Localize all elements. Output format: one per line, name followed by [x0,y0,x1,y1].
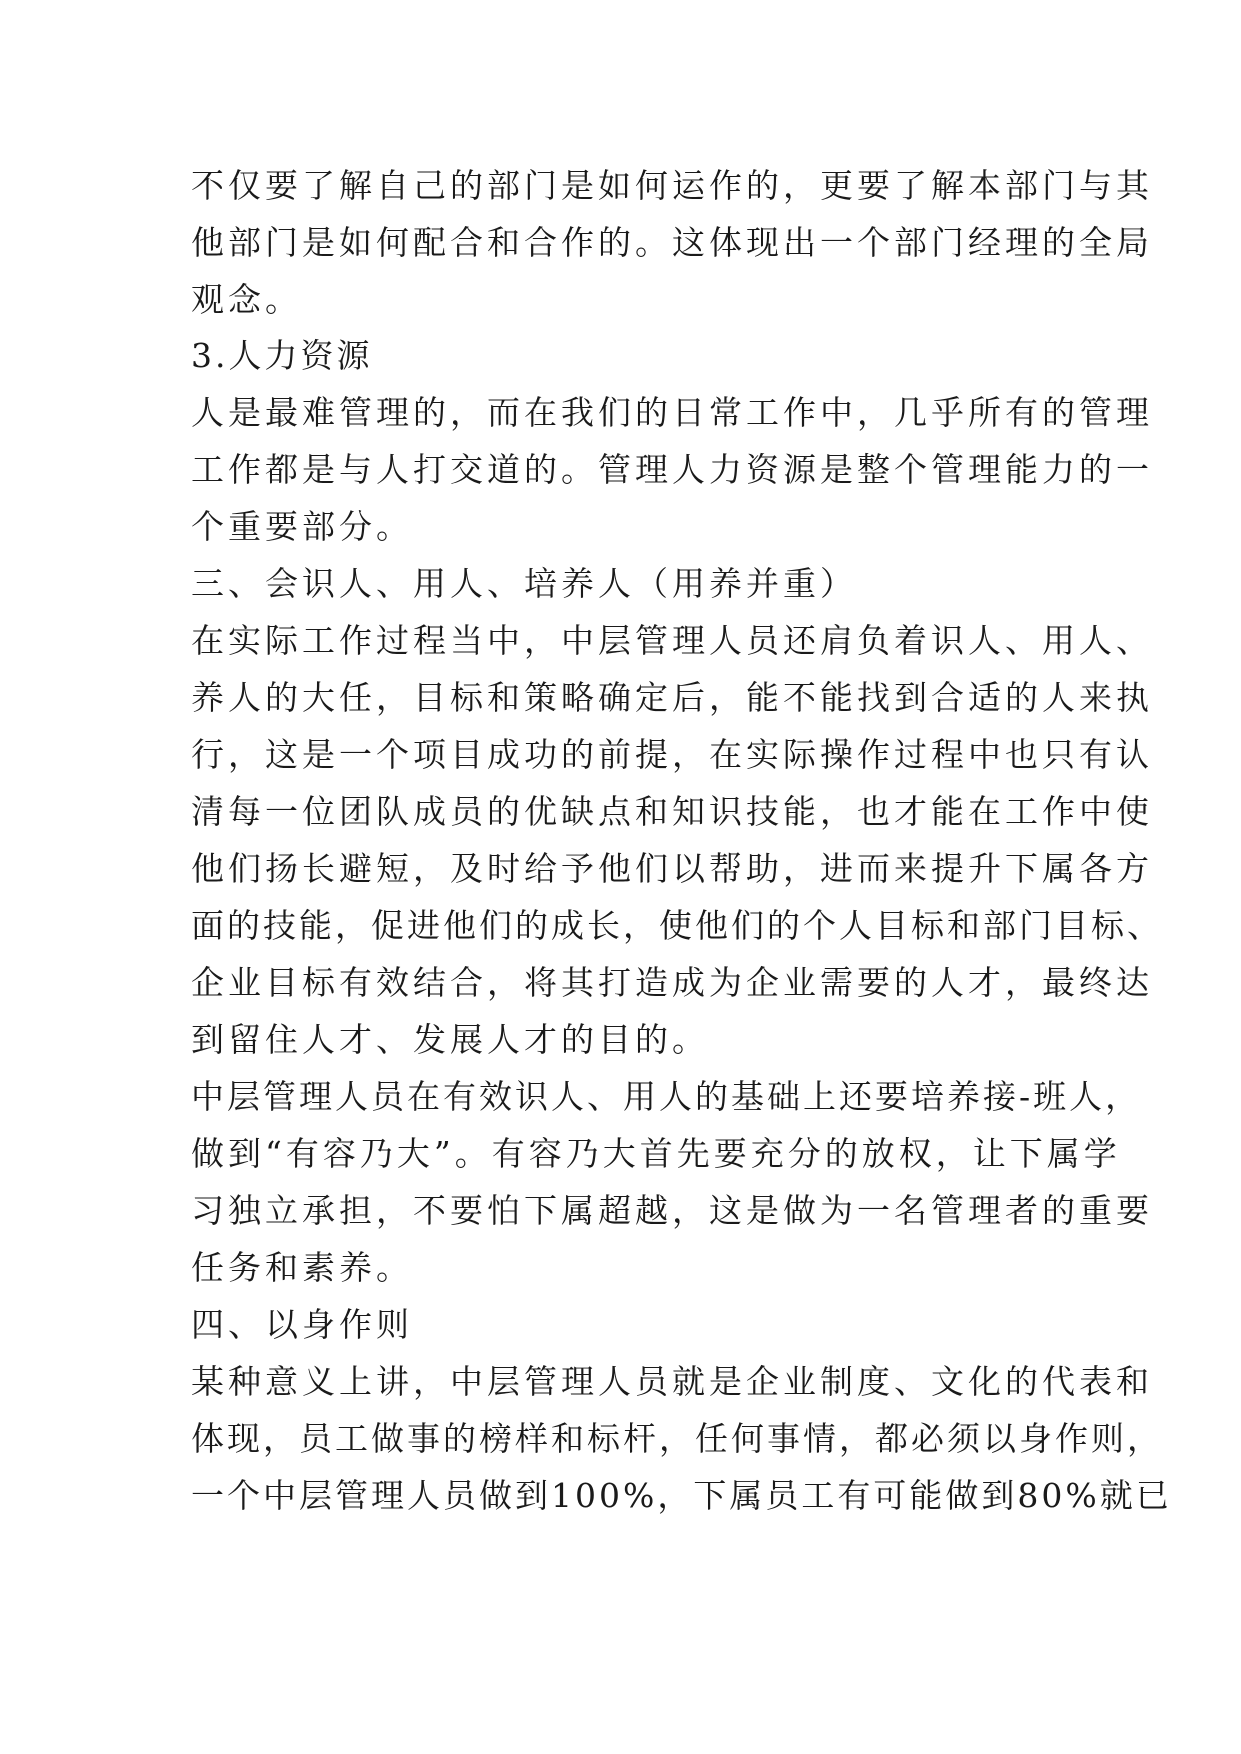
paragraph-line: 任务和素养。 [191,1248,413,1287]
paragraph-line: 在实际工作过程当中，中层管理人员还肩负着识人、用人、 [191,621,1153,660]
paragraph-line: 到留住人才、发展人才的目的。 [191,1020,709,1059]
paragraph-line: 工作都是与人打交道的。管理人力资源是整个管理能力的一 [191,450,1153,489]
paragraph-line: 体现，员工做事的榜样和标杆，任何事情，都必须以身作则， [191,1419,1163,1458]
paragraph-line: 不仅要了解自己的部门是如何运作的，更要了解本部门与其 [191,166,1153,205]
paragraph-line: 做到“有容乃大”。有容乃大首先要充分的放权，让下属学 [191,1134,1121,1173]
paragraph-line: 某种意义上讲，中层管理人员就是企业制度、文化的代表和 [191,1362,1153,1401]
paragraph-line: 清每一位团队成员的优缺点和知识技能，也才能在工作中使 [191,792,1153,831]
paragraph-line: 中层管理人员在有效识人、用人的基础上还要培养接-班人， [191,1077,1142,1116]
paragraph-line: 他们扬长避短，及时给予他们以帮助，进而来提升下属各方 [191,849,1153,888]
paragraph-line: 一个中层管理人员做到100%，下属员工有可能做到80%就已 [191,1476,1172,1515]
paragraph-line: 人是最难管理的，而在我们的日常工作中，几乎所有的管理 [191,393,1153,432]
section-heading: 四、以身作则 [191,1305,413,1344]
paragraph-line: 他部门是如何配合和合作的。这体现出一个部门经理的全局 [191,223,1153,262]
paragraph-line: 习独立承担，不要怕下属超越，这是做为一名管理者的重要 [191,1191,1153,1230]
paragraph-line: 养人的大任，目标和策略确定后，能不能找到合适的人来执 [191,678,1153,717]
paragraph-line: 个重要部分。 [191,507,413,546]
section-heading: 三、会识人、用人、培养人（用养并重） [191,564,857,603]
paragraph-line: 面的技能，促进他们的成长，使他们的个人目标和部门目标、 [191,906,1163,945]
paragraph-line: 行，这是一个项目成功的前提，在实际操作过程中也只有认 [191,735,1153,774]
paragraph-line: 企业目标有效结合，将其打造成为企业需要的人才，最终达 [191,963,1153,1002]
section-heading: 3.人力资源 [191,336,373,375]
paragraph-line: 观念。 [191,280,302,319]
